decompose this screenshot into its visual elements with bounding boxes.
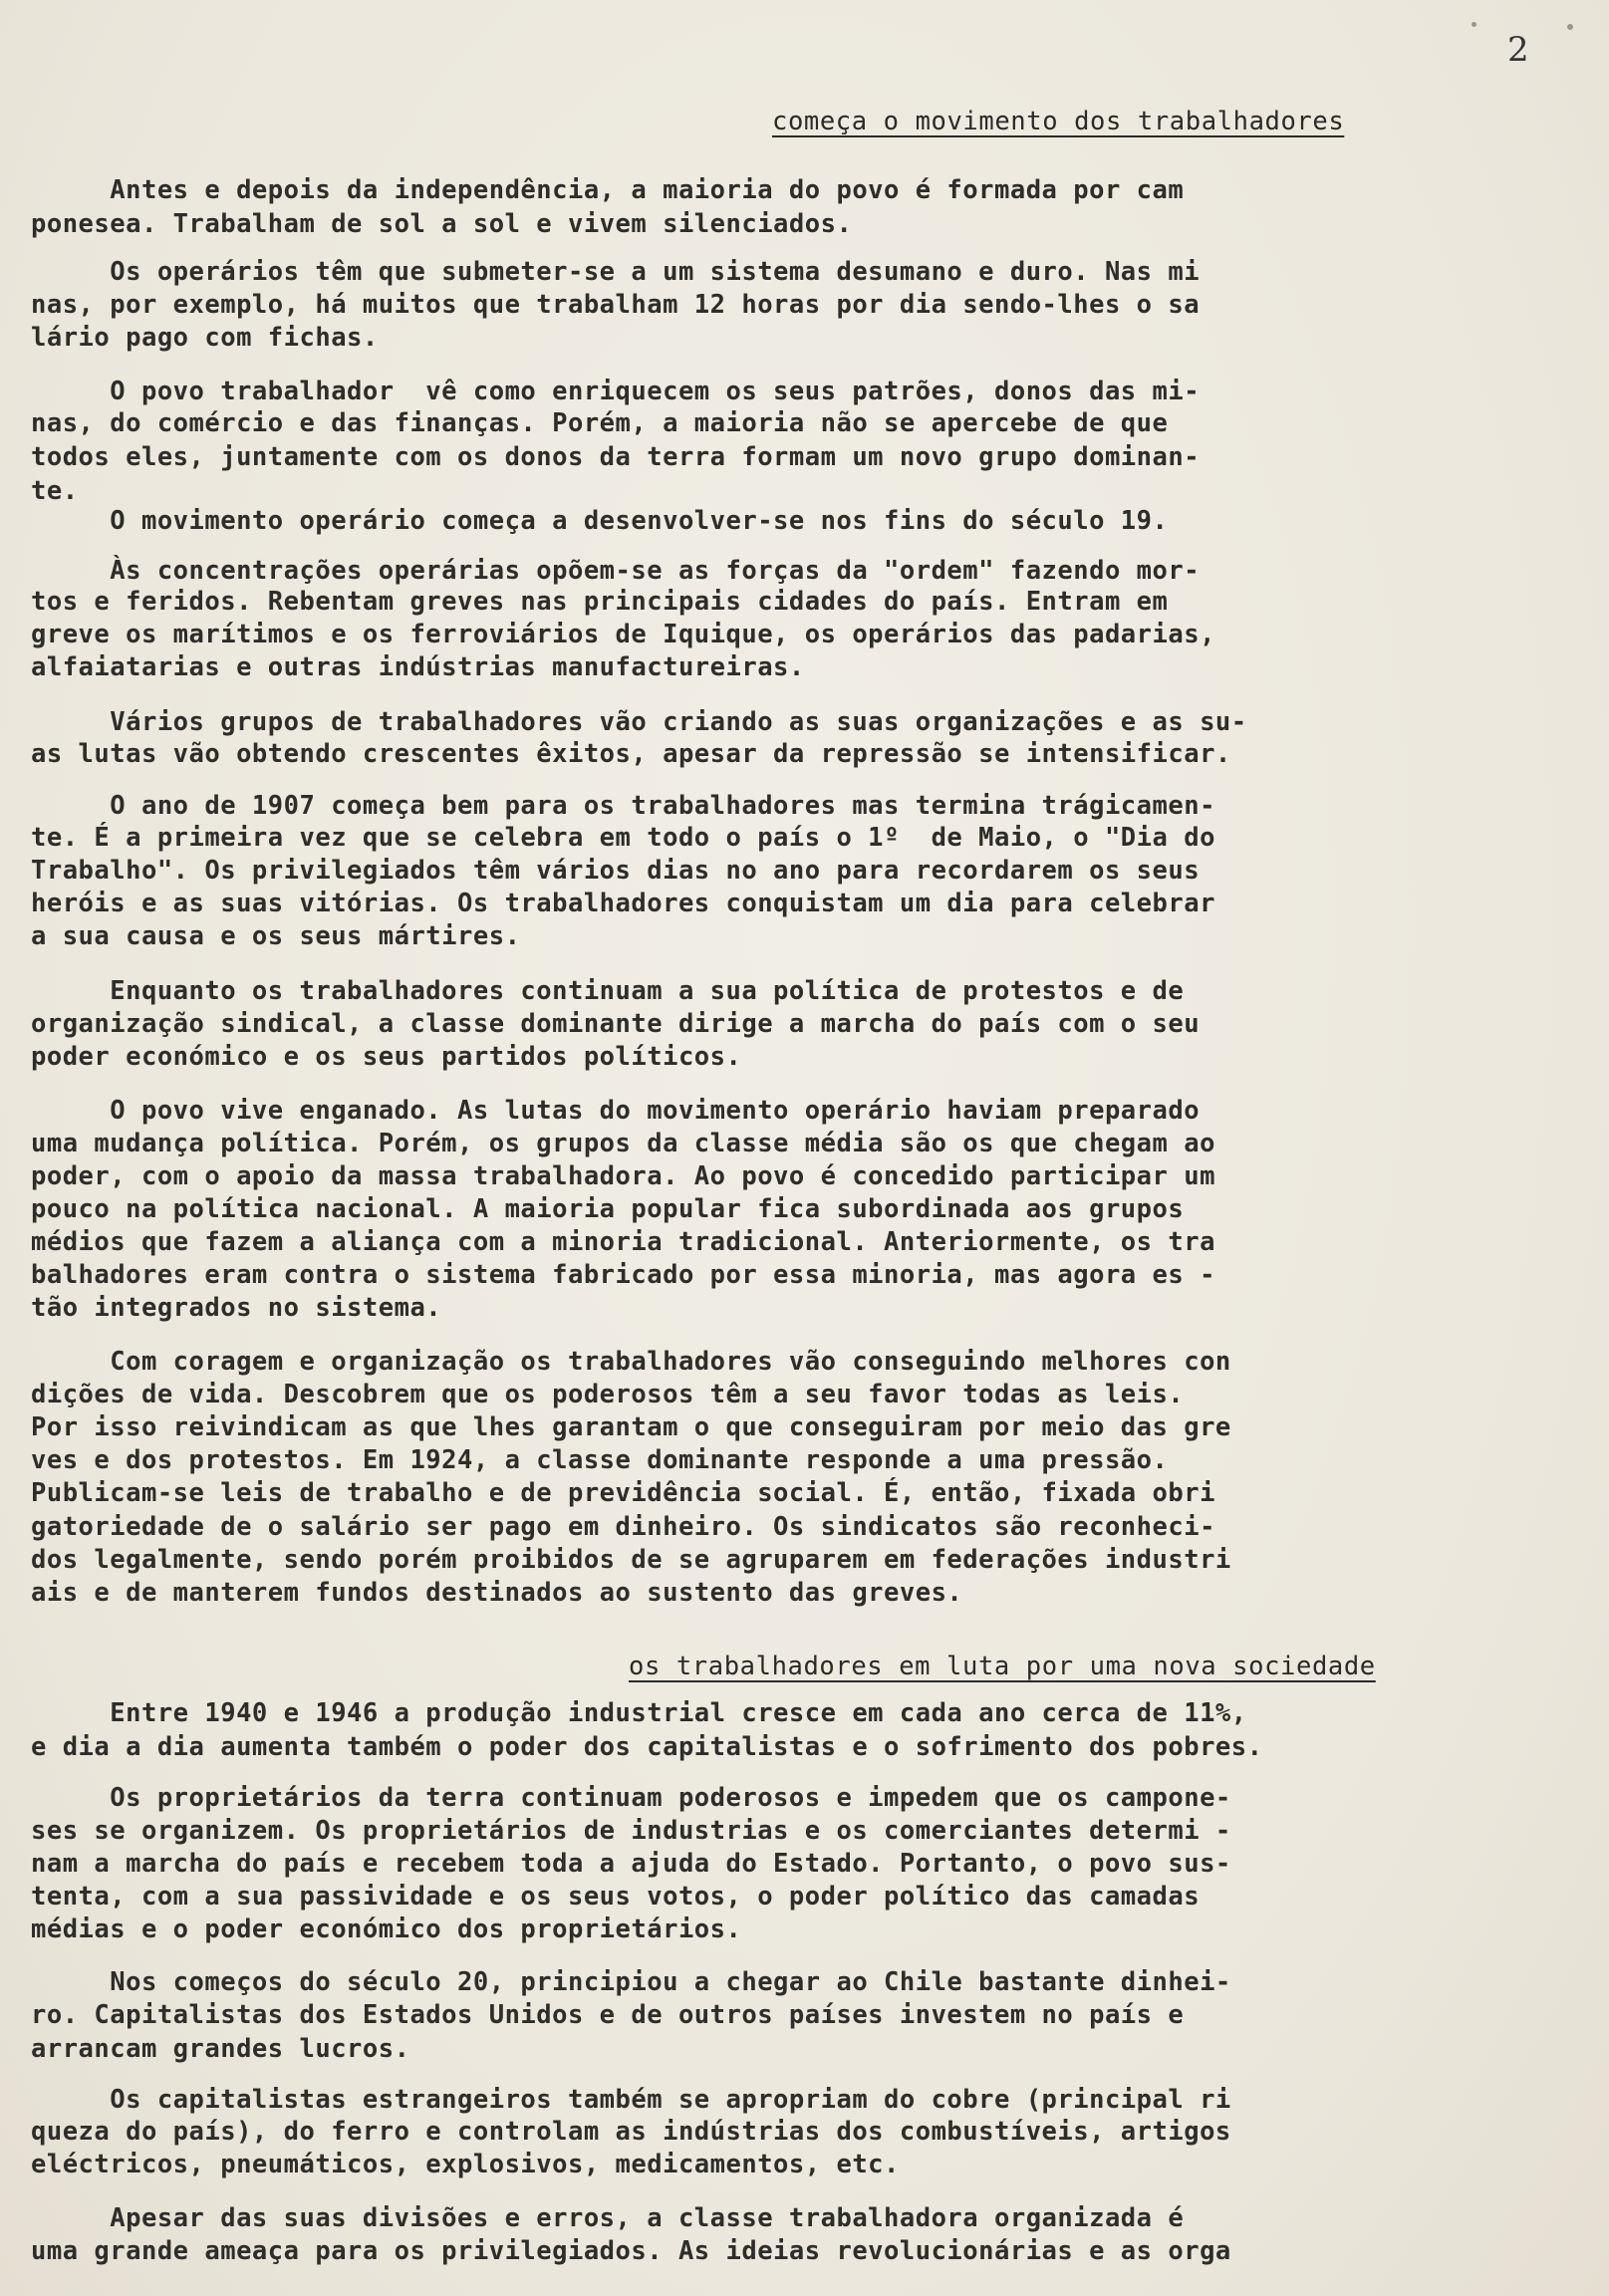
text-line: ponesea. Trabalham de sol a sol e vivem silenciados. [31, 209, 853, 239]
text-line: a sua causa e os seus mártires. [31, 921, 521, 951]
text-line: O ano de 1907 começa bem para os trabalhadores mas termina trágicamen- [31, 791, 1215, 821]
text-line: te. [31, 476, 79, 506]
section-heading-workers-struggle: os trabalhadores em luta por uma nova sociedade [629, 1652, 1376, 1681]
text-line: ro. Capitalistas dos Estados Unidos e de outros países investem no país e [31, 2000, 1185, 2030]
text-line: eléctricos, pneumáticos, explosivos, medicamentos, etc. [31, 2150, 900, 2179]
text-line: nas, por exemplo, há muitos que trabalham 12 horas por dia sendo-lhes o sa [31, 290, 1201, 320]
page-number: 2 [1507, 30, 1529, 70]
paper-speck [1472, 22, 1476, 27]
text-line: lário pago com fichas. [31, 323, 379, 353]
text-line: todos eles, juntamente com os donos da terra formam um novo grupo dominan- [31, 442, 1201, 472]
text-line: Entre 1940 e 1946 a produção industrial cresce em cada ano cerca de 11%, [31, 1698, 1247, 1728]
text-line: gatoriedade de o salário ser pago em dinheiro. Os sindicatos são reconheci- [31, 1512, 1215, 1542]
text-line: Apesar das suas divisões e erros, a classe trabalhadora organizada é [31, 2203, 1185, 2233]
text-line: médias e o poder económico dos proprietários. [31, 1914, 742, 1944]
text-line: O movimento operário começa a desenvolver-se nos fins do século 19. [31, 506, 1169, 536]
text-line: greve os marítimos e os ferroviários de Iquique, os operários das padarias, [31, 620, 1215, 649]
text-line: arrancam grandes lucros. [31, 2034, 410, 2064]
text-line: uma mudança política. Porém, os grupos da classe média são os que chegam ao [31, 1129, 1215, 1158]
section-heading-workers-movement: começa o movimento dos trabalhadores [772, 107, 1345, 136]
text-line: dições de vida. Descobrem que os poderosos têm a seu favor todas as leis. [31, 1380, 1185, 1409]
text-line: e dia a dia aumenta também o poder dos capitalistas e o sofrimento dos pobres. [31, 1732, 1263, 1762]
text-line: poder económico e os seus partidos políticos. [31, 1042, 742, 1072]
text-line: Trabalho". Os privilegiados têm vários dias no ano para recordarem os seus [31, 856, 1201, 886]
text-line: Nos começos do século 20, principiou a chegar ao Chile bastante dinhei- [31, 1967, 1231, 1997]
text-line: Com coragem e organização os trabalhadores vão conseguindo melhores con [31, 1347, 1231, 1377]
text-line: tenta, com a sua passividade e os seus votos, o poder político das camadas [31, 1882, 1201, 1912]
text-line: nas, do comércio e das finanças. Porém, a maioria não se apercebe de que [31, 408, 1169, 438]
text-line: tão integrados no sistema. [31, 1293, 442, 1323]
text-line: queza do país), do ferro e controlam as indústrias dos combustíveis, artigos [31, 2117, 1231, 2147]
text-line: ves e dos protestos. Em 1924, a classe dominante responde a uma pressão. [31, 1445, 1169, 1475]
paper-speck [1567, 24, 1573, 30]
text-line: as lutas vão obtendo crescentes êxitos, apesar da repressão se intensificar. [31, 739, 1231, 769]
text-line: poder, com o apoio da massa trabalhadora. Ao povo é concedido participar um [31, 1161, 1215, 1191]
text-line: Os capitalistas estrangeiros também se apropriam do cobre (principal ri [31, 2085, 1231, 2115]
text-line: ais e de manterem fundos destinados ao sustento das greves. [31, 1578, 963, 1608]
text-line: alfaiatarias e outras indústrias manufactureiras. [31, 652, 805, 682]
text-line: Vários grupos de trabalhadores vão criando as suas organizações e as su- [31, 707, 1247, 737]
text-line: Antes e depois da independência, a maioria do povo é formada por cam [31, 175, 1185, 205]
text-line: Os operários têm que submeter-se a um sistema desumano e duro. Nas mi [31, 257, 1201, 287]
text-line: médios que fazem a aliança com a minoria tradicional. Anteriormente, os tra [31, 1227, 1215, 1257]
text-line: Publicam-se leis de trabalho e de previdência social. É, então, fixada obri [31, 1478, 1215, 1508]
text-line: O povo trabalhador vê como enriquecem os seus patrões, donos das mi- [31, 377, 1201, 406]
text-line: pouco na política nacional. A maioria popular fica subordinada aos grupos [31, 1194, 1185, 1224]
text-line: te. É a primeira vez que se celebra em todo o país o 1º de Maio, o "Dia do [31, 823, 1215, 853]
text-line: dos legalmente, sendo porém proibidos de se agruparem em federações industri [31, 1545, 1231, 1575]
text-line: Por isso reivindicam as que lhes garantam o que conseguiram por meio das gre [31, 1412, 1231, 1442]
text-line: heróis e as suas vitórias. Os trabalhadores conquistam um dia para celebrar [31, 889, 1215, 918]
text-line: balhadores eram contra o sistema fabricado por essa minoria, mas agora es - [31, 1260, 1215, 1290]
text-line: organização sindical, a classe dominante dirige a marcha do país com o seu [31, 1009, 1201, 1039]
text-line: nam a marcha do país e recebem toda a ajuda do Estado. Portanto, o povo sus- [31, 1849, 1231, 1879]
text-line: Às concentrações operárias opõem-se as forças da "ordem" fazendo mor- [31, 556, 1201, 586]
text-line: tos e feridos. Rebentam greves nas principais cidades do país. Entram em [31, 587, 1169, 617]
text-line: Enquanto os trabalhadores continuam a sua política de protestos e de [31, 976, 1185, 1006]
text-line: uma grande ameaça para os privilegiados. As ideias revolucionárias e as orga [31, 2236, 1231, 2266]
text-line: ses se organizem. Os proprietários de industrias e os comerciantes determi - [31, 1816, 1231, 1846]
text-line: O povo vive enganado. As lutas do movimento operário haviam preparado [31, 1096, 1201, 1126]
text-line: Os proprietários da terra continuam poderosos e impedem que os campone- [31, 1783, 1231, 1813]
